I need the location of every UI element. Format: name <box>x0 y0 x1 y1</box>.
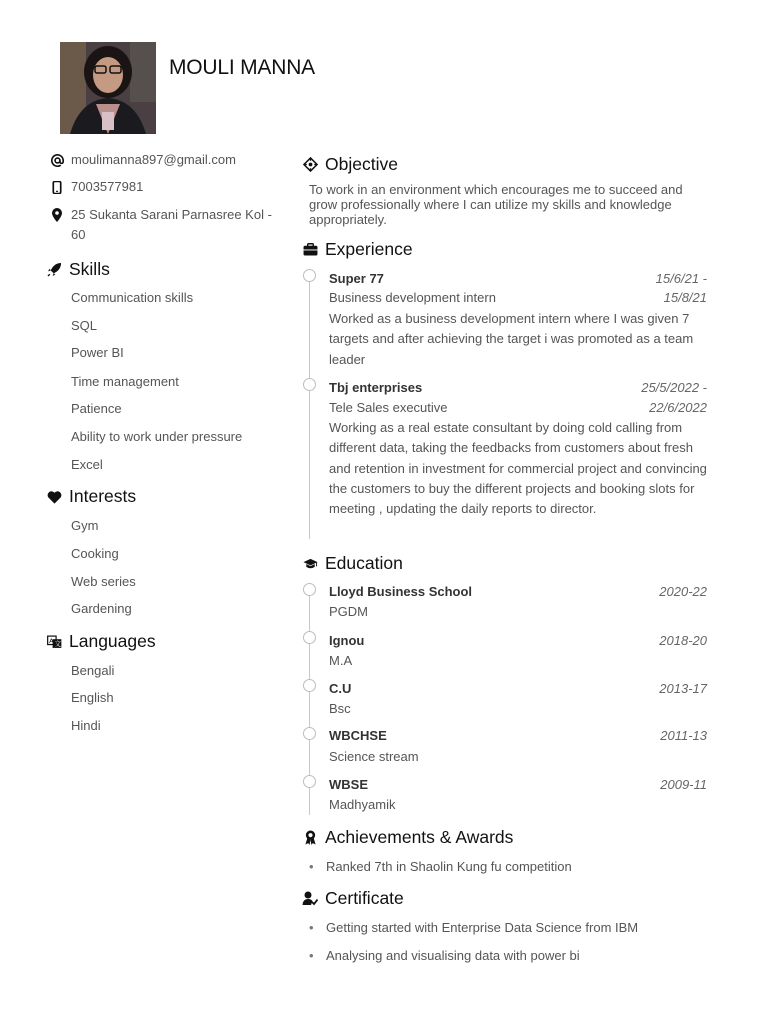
education-degree: Science stream <box>329 749 419 764</box>
address-line-1: 25 Sukanta Sarani Parnasree Kol - <box>71 207 272 222</box>
contact-email <box>50 150 285 170</box>
experience-org: Tbj enterprises <box>329 380 423 395</box>
address-line-2: 60 <box>71 227 86 242</box>
interests-heading <box>46 486 136 507</box>
timeline-dot <box>303 775 316 788</box>
experience-description: Worked as a business development intern where I was given 7 targets and after achieving the target i was promoted as a team leader <box>329 311 694 367</box>
education-date: 2018-20 <box>659 633 707 648</box>
timeline-dot <box>303 727 316 740</box>
language-item: English <box>71 690 114 705</box>
language-item: Bengali <box>71 663 115 678</box>
education-school: Lloyd Business School <box>329 584 473 599</box>
education-degree: M.A <box>329 653 353 668</box>
at-icon <box>50 153 64 167</box>
skills-title: Skills <box>69 259 110 279</box>
skill-item: Time management <box>71 374 179 389</box>
education-school: WBCHSE <box>329 728 387 743</box>
svg-text:A: A <box>48 636 54 645</box>
experience-role: Tele Sales executive <box>329 400 448 415</box>
skill-item: Patience <box>71 401 122 416</box>
skill-item: Power BI <box>71 345 124 360</box>
experience-role: Business development intern <box>329 290 496 305</box>
experience-date-start: 25/5/2022 - <box>641 380 707 395</box>
certificate-icon <box>302 891 318 907</box>
timeline-dot <box>303 631 316 644</box>
contact-phone <box>50 177 285 197</box>
skill-item: Communication skills <box>71 290 194 305</box>
education-school: Ignou <box>329 633 365 648</box>
skill-item: SQL <box>71 318 98 333</box>
language-icon <box>46 634 62 650</box>
bullet-icon: • <box>309 920 314 935</box>
heart-icon <box>46 489 62 505</box>
experience-heading <box>302 239 413 260</box>
education-title: Education <box>325 553 403 573</box>
location-pin-icon <box>50 208 64 222</box>
address-text <box>71 205 285 245</box>
timeline-dot <box>303 583 316 596</box>
experience-date-start: 15/6/21 - <box>655 271 707 286</box>
bullet-icon: • <box>309 859 314 874</box>
email-text: moulimanna897@gmail.com <box>71 152 236 167</box>
interests-title: Interests <box>69 486 137 506</box>
achievements-heading <box>302 827 513 848</box>
education-school: C.U <box>329 681 352 696</box>
profile-photo <box>60 42 156 134</box>
certificate-title: Certificate <box>325 888 404 908</box>
education-degree: Madhyamik <box>329 797 396 812</box>
achievement-item <box>309 859 572 874</box>
timeline-dot <box>303 378 316 391</box>
achievement-text: Ranked 7th in Shaolin Kung fu competition <box>326 859 572 874</box>
interest-item: Gardening <box>71 601 132 616</box>
education-date: 2020-22 <box>659 584 707 599</box>
education-date: 2011-13 <box>660 728 707 743</box>
award-icon <box>302 830 318 846</box>
language-item: Hindi <box>71 718 101 733</box>
rocket-icon <box>46 262 62 278</box>
objective-heading <box>302 154 398 175</box>
contact-address <box>50 205 285 245</box>
education-degree: Bsc <box>329 701 351 716</box>
graduation-cap-icon <box>302 556 318 572</box>
skill-item: Ability to work under pressure <box>71 429 243 444</box>
skill-item: Excel <box>71 457 103 472</box>
education-heading <box>302 553 403 574</box>
education-degree: PGDM <box>329 604 368 619</box>
experience-timeline-line <box>309 281 310 539</box>
crosshair-icon <box>302 157 318 173</box>
skills-heading <box>46 259 110 280</box>
svg-text:文: 文 <box>54 639 61 648</box>
achievements-title: Achievements & Awards <box>325 827 514 847</box>
timeline-dot <box>303 679 316 692</box>
experience-description: Working as a real estate consultant by doing cold calling from different data, taking the feedbacks from customers about fresh and retention in investment for commercial project and convincing the customers to buy the different projects and booking slots for meeting , updating the daily reports to director. <box>329 420 707 517</box>
languages-heading <box>46 631 156 652</box>
education-date: 2009-11 <box>660 777 707 792</box>
certificate-item <box>309 948 580 963</box>
certificate-text: Analysing and visualising data with power bi <box>326 948 580 963</box>
briefcase-icon <box>302 242 318 258</box>
bullet-icon: • <box>309 948 314 963</box>
objective-text: To work in an environment which encourages me to succeed and grow professionally where I can utilize my skills and knowledge appropriately. <box>309 182 683 227</box>
phone-icon <box>50 180 64 194</box>
objective-title: Objective <box>325 154 398 174</box>
certificate-item <box>309 920 638 935</box>
certificate-text: Getting started with Enterprise Data Science from IBM <box>326 920 639 935</box>
education-date: 2013-17 <box>659 681 707 696</box>
phone-text: 7003577981 <box>71 179 144 194</box>
certificate-heading <box>302 888 404 909</box>
experience-date-end: 22/6/2022 <box>649 400 707 415</box>
timeline-dot <box>303 269 316 282</box>
candidate-name: MOULI MANNA <box>169 56 315 79</box>
education-school: WBSE <box>329 777 368 792</box>
languages-title: Languages <box>69 631 156 651</box>
interest-item: Cooking <box>71 546 119 561</box>
interest-item: Web series <box>71 574 136 589</box>
experience-date-end: 15/8/21 <box>663 290 707 305</box>
interest-item: Gym <box>71 518 99 533</box>
experience-title: Experience <box>325 239 413 259</box>
experience-org: Super 77 <box>329 271 384 286</box>
